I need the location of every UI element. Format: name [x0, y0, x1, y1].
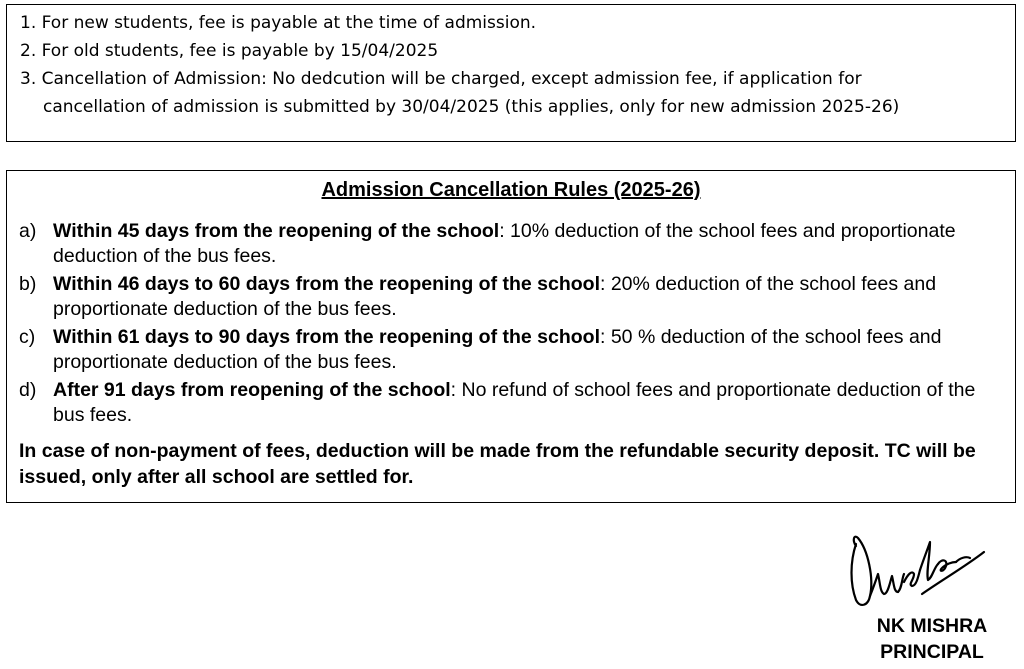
- note-line-2: 2. For old students, fee is payable by 15/04/2025: [20, 41, 439, 61]
- rule-text: [53, 272, 1015, 322]
- rules-title: Admission Cancellation Rules (2025-26): [321, 179, 701, 201]
- note-line-1: 1. For new students, fee is payable at the time of admission.: [20, 13, 537, 33]
- rule-condition: Within 46 days to 60 days from the reopening of the school: [53, 273, 600, 295]
- fee-notes-box: [6, 4, 1016, 142]
- signatory-designation: PRINCIPAL: [880, 641, 984, 663]
- signatory-name-block: [862, 613, 1002, 665]
- rule-item-b: [19, 272, 1015, 322]
- rule-condition: Within 61 days to 90 days from the reopening of the school: [53, 326, 600, 348]
- note-line-3-continued: cancellation of admission is submitted by 30/04/2025 (this applies, only for new admission 2025-26): [43, 97, 900, 117]
- rules-list: [19, 219, 1015, 428]
- rule-marker: a): [19, 220, 37, 242]
- signature-block: [820, 520, 1024, 669]
- rule-deduction: : No refund of school fees and proportionate deduction of the bus fees.: [53, 379, 976, 426]
- rule-deduction: : 10% deduction of the school fees and proportionate deduction of the bus fees.: [53, 220, 956, 267]
- rule-deduction: : 20% deduction of the school fees and proportionate deduction of the bus fees.: [53, 273, 937, 320]
- rule-item-a: [19, 219, 1015, 269]
- rule-text: [53, 325, 1015, 375]
- rule-marker: c): [19, 326, 36, 348]
- rule-item-d: [19, 378, 1015, 428]
- note-line-3: 3. Cancellation of Admission: No dedcution will be charged, except admission fee, if application for: [20, 69, 862, 89]
- rule-marker: b): [19, 273, 37, 295]
- security-deposit-note: In case of non-payment of fees, deduction will be made from the refundable security deposit. TC will be issued, only after all school are settled for.: [19, 440, 976, 488]
- rule-condition: After 91 days from reopening of the school: [53, 379, 451, 401]
- rule-item-c: [19, 325, 1015, 375]
- rule-deduction: : 50 % deduction of the school fees and proportionate deduction of the bus fees.: [53, 326, 942, 373]
- rule-marker: d): [19, 379, 37, 401]
- signatory-name: NK MISHRA: [876, 615, 988, 637]
- rule-condition: Within 45 days from the reopening of the school: [53, 220, 500, 242]
- cancellation-rules-box: [6, 170, 1016, 503]
- rule-text: [53, 219, 1015, 269]
- rule-text: [53, 378, 1015, 428]
- handwritten-signature: [842, 522, 1002, 614]
